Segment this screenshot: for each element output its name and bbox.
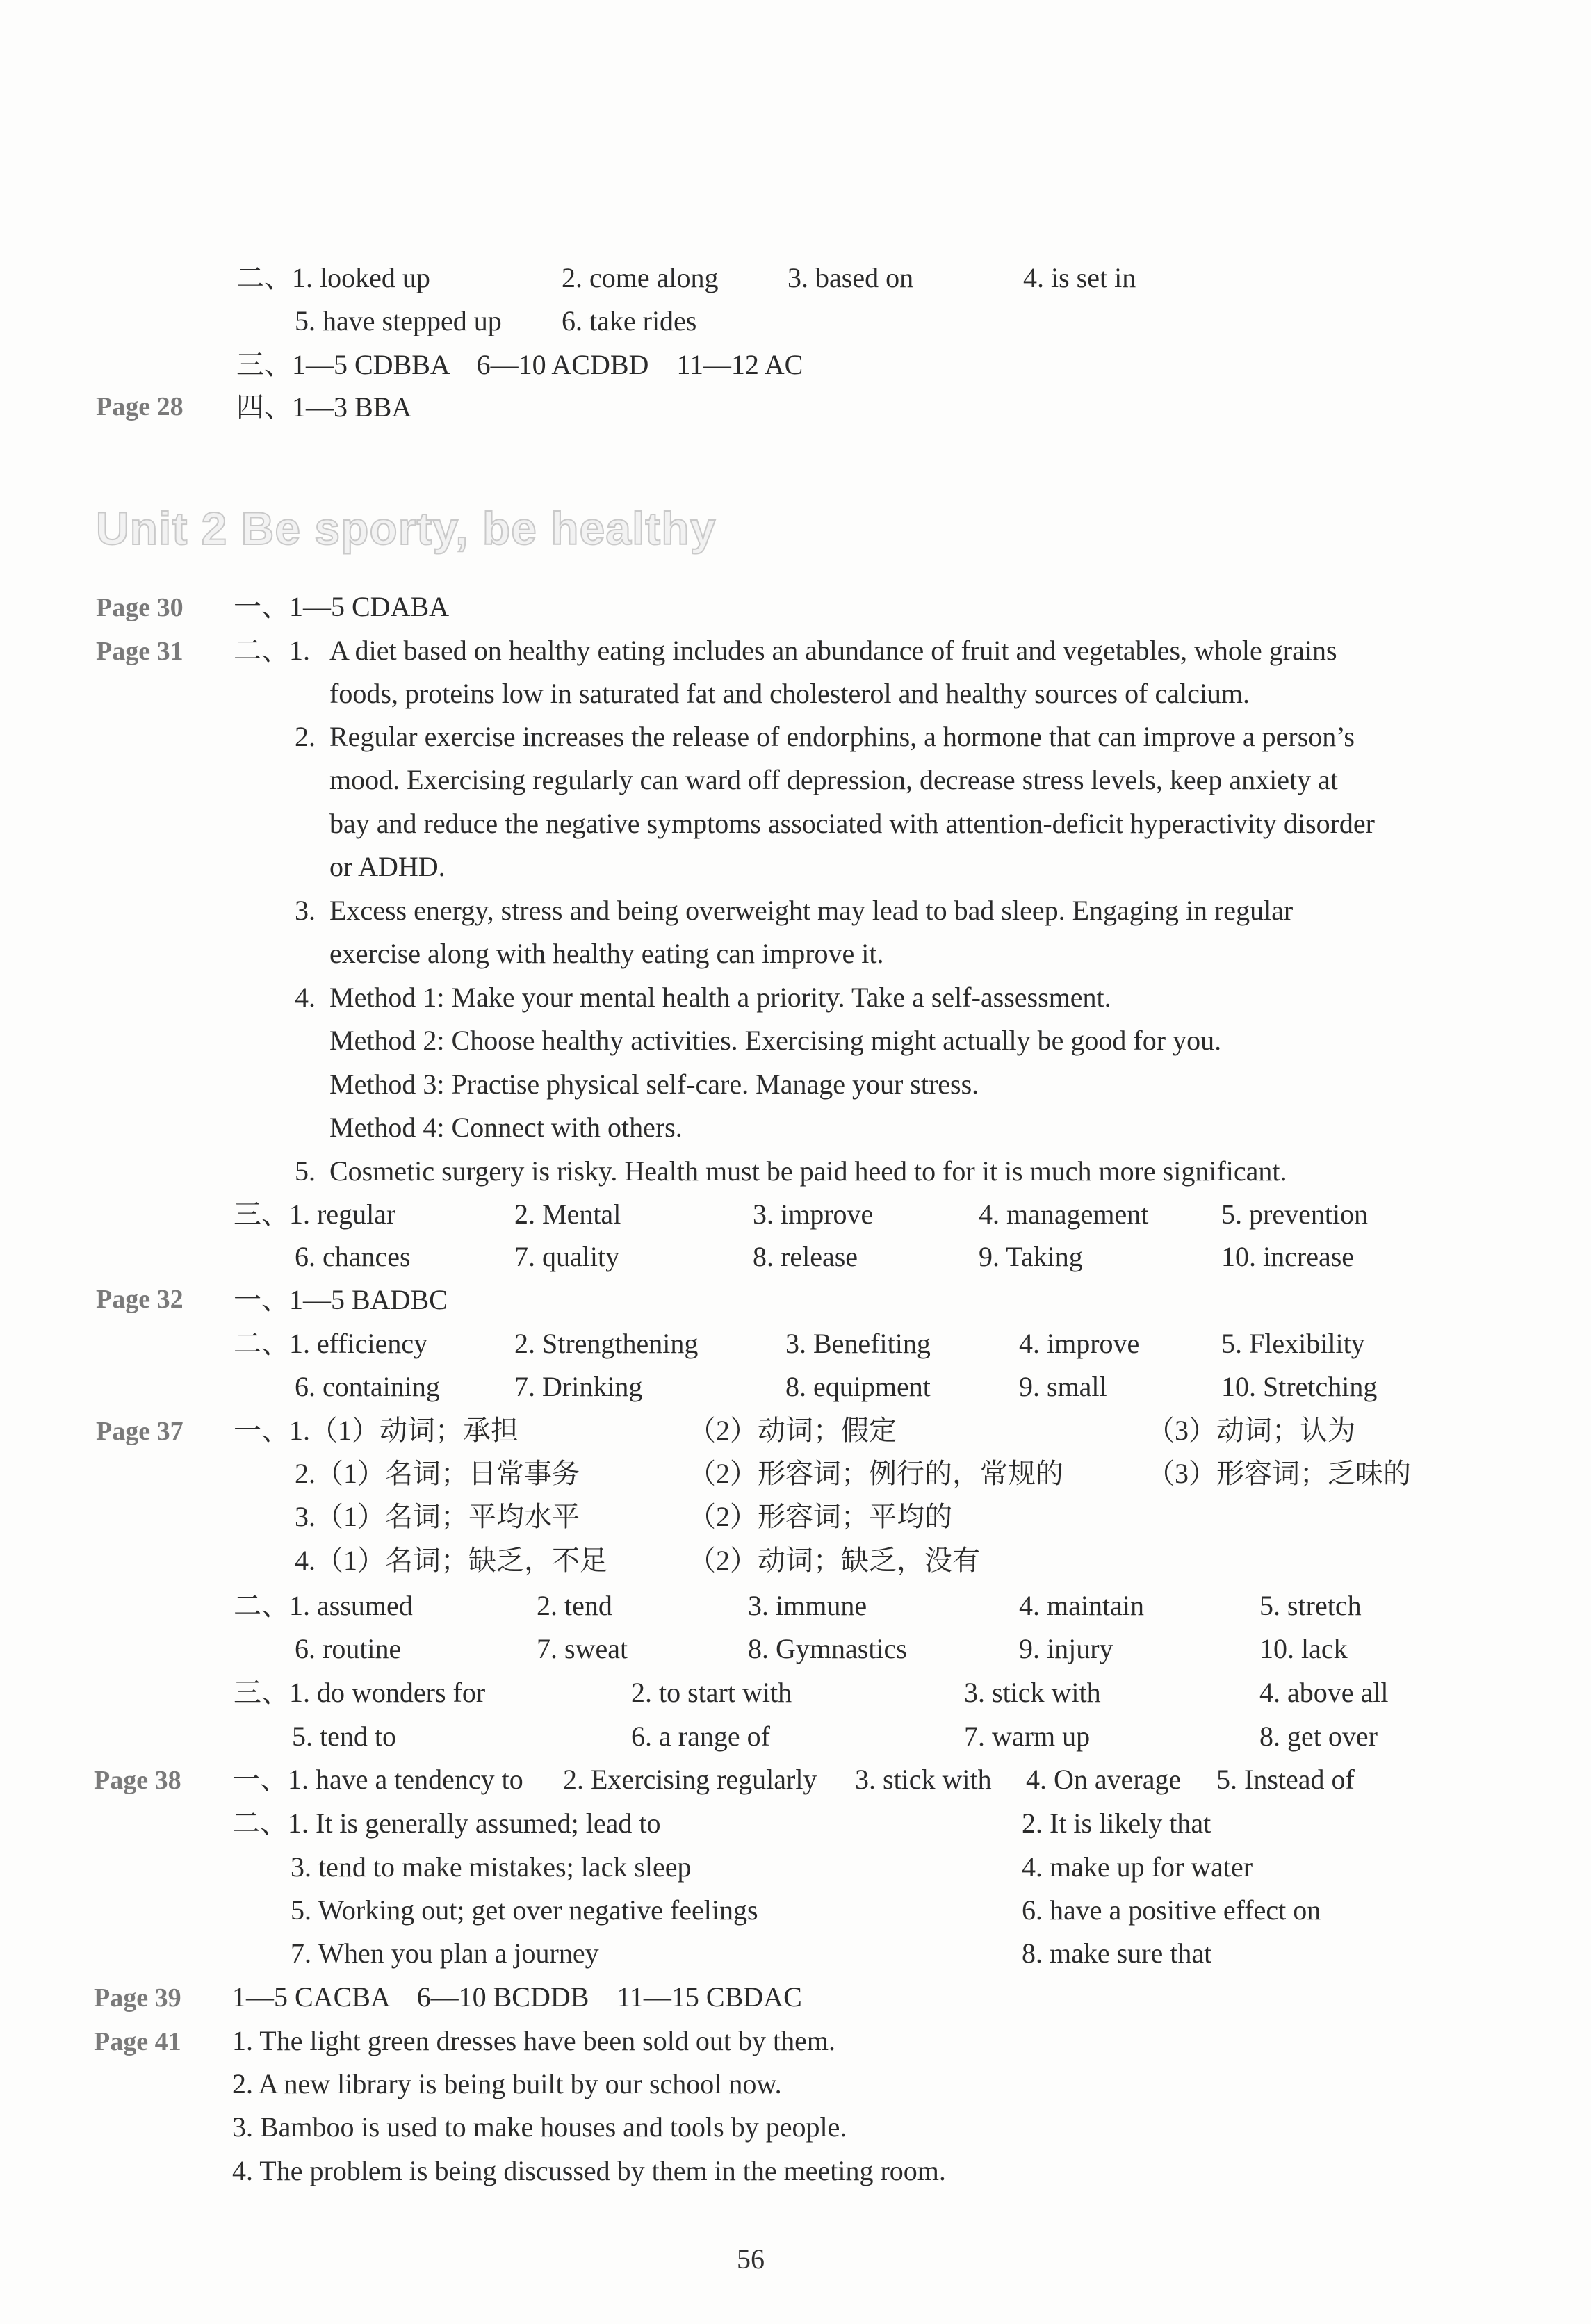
answer-line: 2. A new library is being built by our school now.	[232, 2068, 782, 2099]
answer-line: 5. Flexibility	[1221, 1328, 1365, 1359]
answer-line: 一、1. have a tendency to	[232, 1764, 523, 1795]
answer-line: 6. routine	[295, 1633, 402, 1664]
answer-line: 7. When you plan a journey	[291, 1937, 599, 1969]
answer-line: or ADHD.	[329, 851, 446, 882]
answer-line: 9. Taking	[979, 1241, 1083, 1272]
page-label: Page 30	[96, 593, 183, 622]
answer-line: （2）形容词；平均的	[688, 1501, 952, 1532]
answer-line: 2.（1）名词；日常事务	[295, 1458, 580, 1489]
answer-line: A diet based on healthy eating includes an abundance of fruit and vegetables, whole grains	[329, 635, 1337, 666]
answer-line: 3. Benefiting	[785, 1328, 931, 1359]
answer-line: 7. warm up	[964, 1721, 1091, 1752]
page-label: Page 41	[94, 2027, 181, 2056]
answer-line: Method 4: Connect with others.	[329, 1112, 683, 1143]
answer-line: 二、1.	[234, 635, 310, 666]
unit-title: Unit 2 Be sporty, be healthy	[96, 503, 717, 554]
answer-line: 8. release	[753, 1241, 858, 1272]
answer-line: 8. get over	[1259, 1721, 1378, 1752]
answer-line: 4.（1）名词；缺乏，不足	[295, 1545, 607, 1576]
answer-line: 5. Working out; get over negative feelings	[291, 1894, 758, 1926]
page-number: 56	[737, 2243, 765, 2275]
answer-line: 8. Gymnastics	[748, 1633, 907, 1664]
answer-line: 三、1—5 CDBBA 6—10 ACDBD 11—12 AC	[236, 349, 803, 380]
answer-line: 3. immune	[748, 1590, 867, 1621]
answer-line: 4. is set in	[1023, 262, 1136, 293]
answer-line: 3.	[295, 895, 316, 926]
answer-line: 4. The problem is being discussed by them in the meeting room.	[232, 2155, 946, 2186]
answer-line: 4. make up for water	[1022, 1851, 1253, 1883]
answer-line: （2）动词；缺乏，没有	[688, 1545, 980, 1576]
page-label: Page 38	[94, 1766, 181, 1795]
answer-line: 二、1. assumed	[234, 1590, 413, 1621]
answer-line: 4. above all	[1259, 1677, 1389, 1708]
answer-line: Method 3: Practise physical self-care. Manage your stress.	[329, 1068, 979, 1100]
answer-line: （2）动词；假定	[688, 1415, 897, 1446]
page-label: Page 37	[96, 1417, 183, 1446]
answer-line: 7. quality	[514, 1241, 620, 1272]
answer-line: 5. tend to	[292, 1721, 396, 1752]
answer-line: 5. prevention	[1221, 1198, 1369, 1230]
answer-line: 2.	[295, 721, 316, 752]
answer-line: 4. On average	[1026, 1764, 1182, 1795]
answer-line: 1—5 CACBA 6—10 BCDDB 11—15 CBDAC	[232, 1981, 802, 2013]
answer-line: 5. Instead of	[1216, 1764, 1355, 1795]
answer-line: 2. Exercising regularly	[563, 1764, 817, 1795]
answer-line: Regular exercise increases the release of endorphins, a hormone that can improve a person’s	[329, 721, 1355, 752]
answer-line: （3）动词；认为	[1147, 1415, 1355, 1446]
page-label: Page 28	[96, 392, 183, 421]
answer-line: 2. to start with	[631, 1677, 792, 1708]
answer-line: 9. injury	[1019, 1633, 1113, 1664]
answer-line: 10. increase	[1221, 1241, 1355, 1272]
answer-line: 2. It is likely that	[1022, 1807, 1211, 1839]
answer-line: 二、1. efficiency	[234, 1328, 428, 1359]
answer-line: 3. based on	[788, 262, 914, 293]
answer-line: 3. stick with	[855, 1764, 992, 1795]
answer-line: 7. sweat	[537, 1633, 628, 1664]
answer-line: mood. Exercising regularly can ward off depression, decrease stress levels, keep anxiety at	[329, 764, 1338, 795]
answer-line: 10. lack	[1259, 1633, 1348, 1664]
answer-line: Cosmetic surgery is risky. Health must be paid heed to for it is much more significant.	[329, 1155, 1287, 1187]
answer-line: （2）形容词；例行的，常规的	[688, 1458, 1063, 1489]
answer-line: 5. have stepped up	[295, 305, 502, 336]
answer-line: 10. Stretching	[1221, 1371, 1378, 1402]
answer-line: 一、1.（1）动词；承担	[234, 1415, 519, 1446]
answer-line: 8. equipment	[785, 1371, 931, 1402]
answer-line: 3. stick with	[964, 1677, 1101, 1708]
answer-line: Method 1: Make your mental health a priority. Take a self-assessment.	[329, 982, 1111, 1013]
page-label: Page 31	[96, 637, 183, 666]
answer-line: 3.（1）名词；平均水平	[295, 1501, 580, 1532]
answer-line: 1. The light green dresses have been sold out by them.	[232, 2025, 835, 2056]
answer-line: 6. containing	[295, 1371, 440, 1402]
answer-line: 5.	[295, 1155, 316, 1187]
answer-line: 三、1. regular	[234, 1198, 396, 1230]
page-label: Page 39	[94, 1983, 181, 2013]
answer-line: 2. come along	[562, 262, 719, 293]
answer-line: bay and reduce the negative symptoms associated with attention-deficit hyperactivity disorder	[329, 808, 1375, 839]
answer-line: 二、1. It is generally assumed; lead to	[232, 1807, 661, 1839]
answer-line: Excess energy, stress and being overweight may lead to bad sleep. Engaging in regular	[329, 895, 1294, 926]
page-label: Page 32	[96, 1285, 183, 1314]
answer-line: 3. tend to make mistakes; lack sleep	[291, 1851, 692, 1883]
answer-line: 4.	[295, 982, 316, 1013]
answer-line: 二、1. looked up	[236, 262, 430, 293]
answer-line: Method 2: Choose healthy activities. Exercising might actually be good for you.	[329, 1025, 1222, 1056]
answer-line: 4. management	[979, 1198, 1149, 1230]
answer-line: 3. improve	[753, 1198, 874, 1230]
answer-line: （3）形容词；乏味的	[1147, 1458, 1411, 1489]
answer-line: 5. stretch	[1259, 1590, 1362, 1621]
answer-line: 8. make sure that	[1022, 1937, 1212, 1969]
answer-line: 6. a range of	[631, 1721, 770, 1752]
answer-line: 4. maintain	[1019, 1590, 1144, 1621]
answer-line: 6. take rides	[562, 305, 697, 336]
answer-line: exercise along with healthy eating can improve it.	[329, 938, 884, 969]
answer-line: 3. Bamboo is used to make houses and tools by people.	[232, 2111, 847, 2143]
answer-line: 四、1—3 BBA	[236, 391, 412, 423]
answer-line: 6. chances	[295, 1241, 411, 1272]
answer-line: 一、1—5 CDABA	[234, 591, 450, 622]
answer-line: 2. tend	[537, 1590, 612, 1621]
answer-line: 2. Strengthening	[514, 1328, 699, 1359]
answer-line: 4. improve	[1019, 1328, 1140, 1359]
answer-line: foods, proteins low in saturated fat and cholesterol and healthy sources of calcium.	[329, 678, 1250, 709]
answer-line: 2. Mental	[514, 1198, 621, 1230]
answer-line: 一、1—5 BADBC	[234, 1284, 448, 1315]
answer-line: 7. Drinking	[514, 1371, 643, 1402]
answer-line: 6. have a positive effect on	[1022, 1894, 1321, 1926]
answer-line: 9. small	[1019, 1371, 1107, 1402]
answer-line: 三、1. do wonders for	[234, 1677, 486, 1708]
